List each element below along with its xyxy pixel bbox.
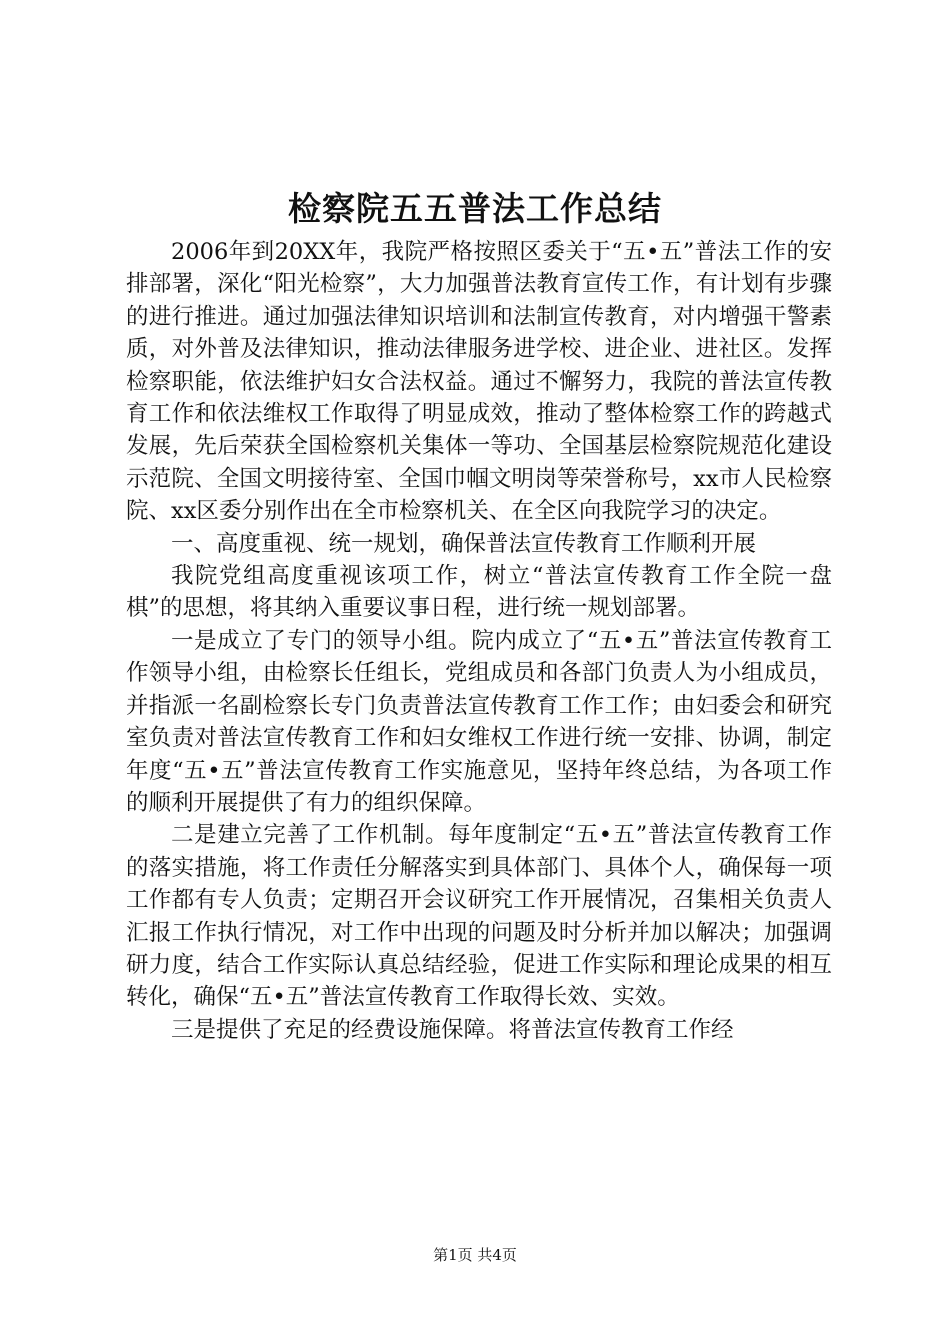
- section-heading-1: 一、高度重视、统一规划，确保普法宣传教育工作顺利开展: [171, 530, 757, 557]
- paragraph-party-group: 我院党组高度重视该项工作，树立“普法宣传教育工作全院一盘棋”的思想，将其纳入重要议事日程，进行统一规划部署。: [126, 563, 832, 622]
- paragraph-work-mechanism: 二是建立完善了工作机制。每年度制定“五•五”普法宣传教育工作的落实措施，将工作责任分解落实到具体部门、具体个人，确保每一项工作都有专人负责；定期召开会议研究工作开展情况，召集相关负责人汇报工作执行情况，对工作中出现的问题及时分析并加以解决；加强调研力度，结合工作实际认真总结经验，促进工作实际和理论成果的相互转化，确保“五•五”普法宣传教育工作取得长效、实效。: [126, 822, 832, 1011]
- paragraph-funding: 三是提供了充足的经费设施保障。将普法宣传教育工作经: [171, 1016, 734, 1043]
- page-footer: 第1页 共4页: [433, 1246, 517, 1264]
- document-body: [126, 236, 832, 1046]
- document-title: 检察院五五普法工作总结: [288, 189, 662, 228]
- paragraph-leadership-group: 一是成立了专门的领导小组。院内成立了“五•五”普法宣传教育工作领导小组，由检察长任组长，党组成员和各部门负责人为小组成员，并指派一名副检察长专门负责普法宣传教育工作工作；由妇委会和研究室负责对普法宣传教育工作和妇女维权工作进行统一安排、协调，制定年度“五•五”普法宣传教育工作实施意见，坚持年终总结，为各项工作的顺利开展提供了有力的组织保障。: [126, 627, 832, 816]
- paragraph-intro: 2006年到20XX年，我院严格按照区委关于“五•五”普法工作的安排部署，深化“阳光检察”，大力加强普法教育宣传工作，有计划有步骤的进行推进。通过加强法律知识培训和法制宣传教育，对内增强干警素质，对外普及法律知识，推动法律服务进学校、进企业、进社区。发挥检察职能，依法维护妇女合法权益。通过不懈努力，我院的普法宣传教育工作和依法维权工作取得了明显成效，推动了整体检察工作的跨越式发展，先后荣获全国检察机关集体一等功、全国基层检察院规范化建设示范院、全国文明接待室、全国巾帼文明岗等荣誉称号，xx市人民检察院、xx区委分别作出在全市检察机关、在全区向我院学习的决定。: [126, 239, 832, 525]
